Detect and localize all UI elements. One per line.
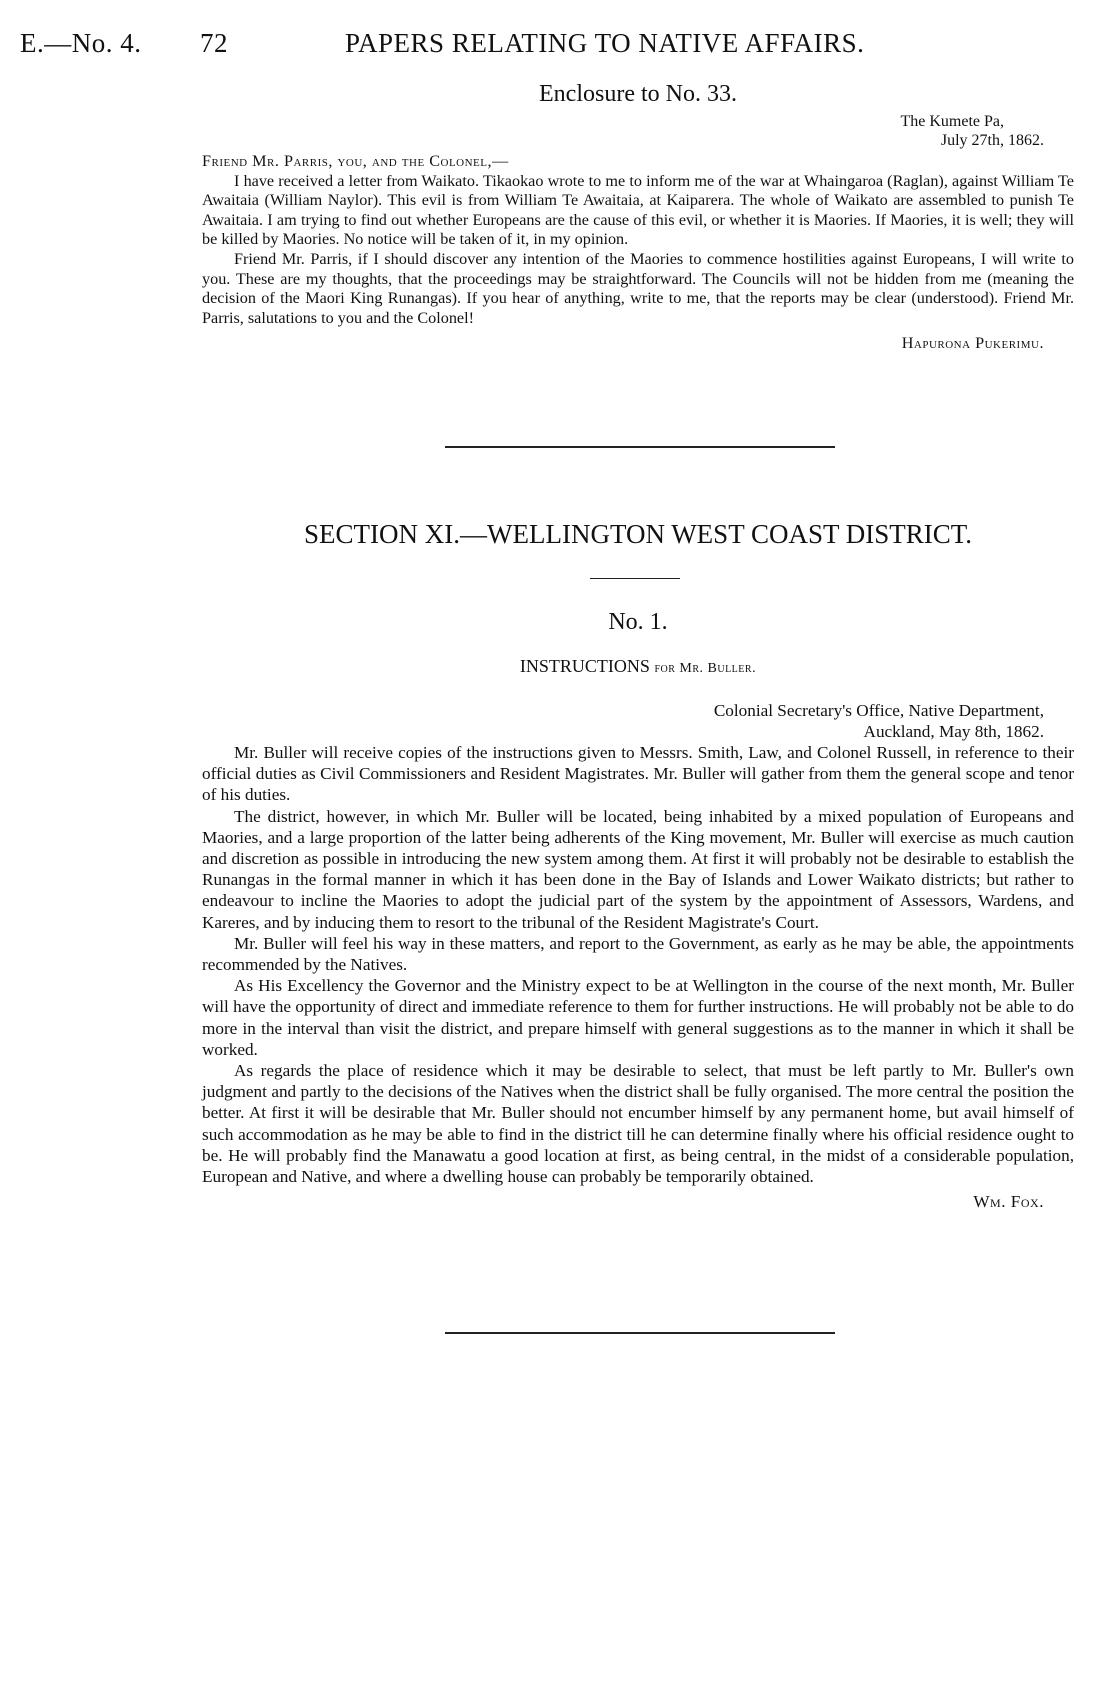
document-reference: E.—No. 4.	[20, 28, 142, 58]
instructions-title: INSTRUCTIONS	[519, 656, 650, 676]
enclosure-signature: Hapurona Pukerimu.	[901, 334, 1044, 353]
page-header	[20, 28, 1084, 68]
short-rule	[590, 578, 680, 579]
instructions-heading	[202, 655, 1074, 680]
end-rule	[445, 1332, 835, 1334]
enclosure-dateline	[202, 112, 1074, 150]
divider-rule	[445, 446, 835, 448]
page-number: 72	[200, 28, 228, 58]
instructions-paragraph-1: Mr. Buller will receive copies of the instructions given to Messrs. Smith, Law, and Colonel Russell, in reference to their official duties as Civil Commissioners and Resident Magistrates. Mr. Buller will gather from them the general scope and tenor of his duties.	[202, 743, 1074, 805]
instructions-signature: Wm. Fox.	[973, 1192, 1044, 1212]
instructions-body	[202, 742, 1074, 1212]
enclosure-paragraph-1: I have received a letter from Waikato. Tikaokao wrote to me to inform me of the war at Whaingaroa (Raglan), against William Te Awaitaia (William Naylor). This evil is from William Te Awaitaia, at Kaiparera. The whole of Waikato are assembled to punish Te Awaitaia. I am trying to find out whether Europeans are the cause of this evil, or whether it is Maories. If Maories, it is well; they will be killed by Maories. No notice will be taken of it, in my opinion.	[202, 171, 1074, 249]
instructions-dateline	[202, 700, 1074, 742]
enclosure-salutation: Friend Mr. Parris, you, and the Colonel,—	[202, 152, 509, 170]
office-line: Colonial Secretary's Office, Native Department,	[713, 701, 1044, 720]
document-number: No. 1.	[608, 609, 668, 635]
instructions-paragraph-3: Mr. Buller will feel his way in these matters, and report to the Government, as early as he may be able, the appointments recommended by the Natives.	[202, 933, 1074, 975]
enclosure-heading: Enclosure to No. 33.	[539, 81, 737, 107]
page-title: PAPERS RELATING TO NATIVE AFFAIRS.	[345, 28, 865, 58]
enclosure-paragraph-2: Friend Mr. Parris, if I should discover any intention of the Maories to commence hostilities against Europeans, I will write to you. These are my thoughts, that the proceedings may be straightforward. The Councils will not be hidden from me (meaning the decision of the Maori King Runangas). If you hear of anything, write to me, that the reports may be clear (understood). Friend Mr. Parris, salutations to you and the Colonel!	[202, 249, 1074, 327]
instructions-paragraph-2: The district, however, in which Mr. Buller will be located, being inhabited by a mixed population of Europeans and Maories, and a large proportion of the latter being adherents of the King movement, Mr. Buller will exercise as much caution and discretion as possible in introducing the new system among them. At first it will probably not be desirable to establish the Runangas in the formal manner in which it has been done in the Bay of Islands and Lower Waikato districts; but rather to endeavour to incline the Maories to adopt the judicial part of the system by the appointment of Assessors, Wardens, and Kareres, and by inducing them to resort to the tribunal of the Resident Magistrate's Court.	[202, 806, 1074, 932]
instructions-recipient: for Mr. Buller.	[654, 661, 757, 676]
instructions-paragraph-5: As regards the place of residence which it may be desirable to select, that must be left partly to Mr. Buller's own judgment and partly to the decisions of the Natives when the district shall be fully organised. The more central the position the better. At first it will be desirable that Mr. Buller should not encumber himself by any permanent home, but avail himself of such accommodation as he may be able to find in the district till he can determine finally where his official residence ought to be. He will probably find the Manawatu a good location at first, as being central, in the midst of a considerable population, European and Native, and where a dwelling house can probably be temporarily obtained.	[202, 1061, 1074, 1187]
instructions-date: Auckland, May 8th, 1862.	[863, 722, 1044, 742]
enclosure-place: The Kumete Pa,	[900, 113, 1004, 130]
enclosure-date: July 27th, 1862.	[940, 132, 1044, 149]
section-heading: SECTION XI.—WELLINGTON WEST COAST DISTRICT.	[304, 519, 972, 549]
enclosure-letter	[202, 152, 1074, 354]
instructions-paragraph-4: As His Excellency the Governor and the Ministry expect to be at Wellington in the course of the next month, Mr. Buller will have the opportunity of direct and immediate reference to them for further instructions. He will probably not be able to do more in the interval than visit the district, and prepare himself with general suggestions as to the manner in which it shall be worked.	[202, 976, 1074, 1059]
